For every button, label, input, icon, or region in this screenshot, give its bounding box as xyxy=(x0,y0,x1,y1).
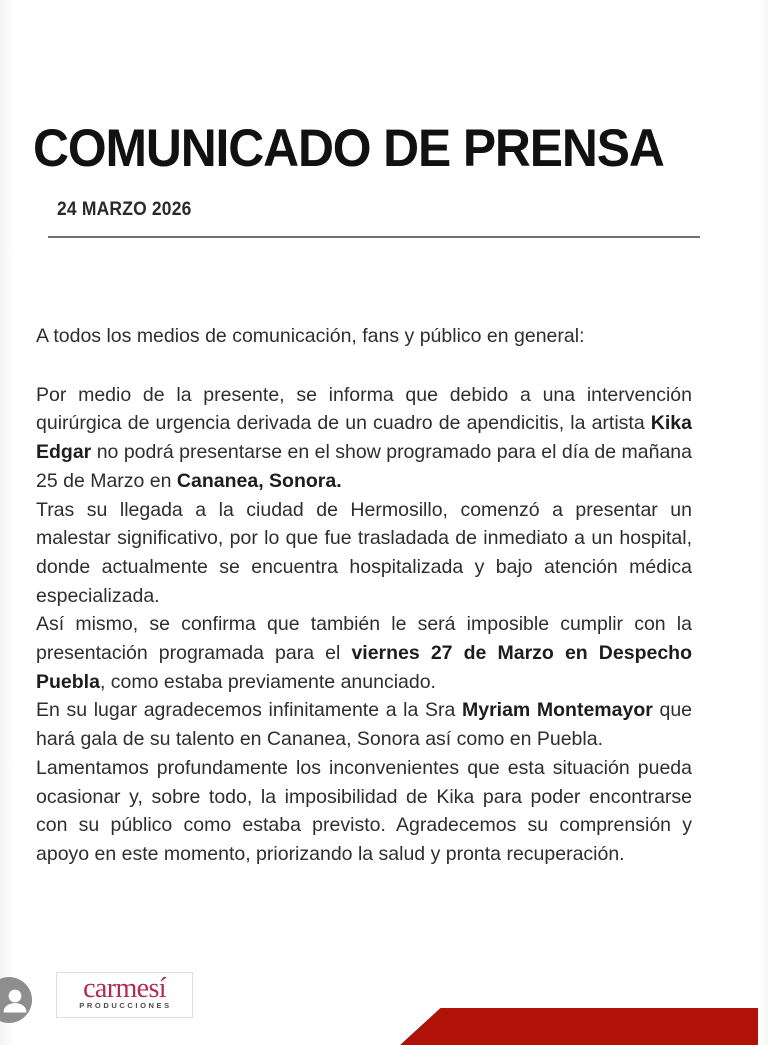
greeting-line: A todos los medios de comunicación, fans y público en general: xyxy=(36,325,585,347)
text-run: Por medio de la presente, se informa que debido a una intervención quirúrgica de urgencia derivada de un cuadro de apendicitis, la artista xyxy=(36,383,692,435)
paragraph-p2 xyxy=(36,496,692,611)
emphasis-run: Kika Edgar xyxy=(36,412,692,464)
text-run: no podrá presentarse en el show programado para el día de mañana 25 de Marzo en xyxy=(36,441,692,492)
paragraph-p1 xyxy=(36,381,692,496)
text-run: Así mismo, se confirma que también le será imposible cumplir con la presentación programada para el xyxy=(36,613,692,665)
carmesi-logo xyxy=(56,972,193,1018)
logo-subtitle: PRODUCCIONES xyxy=(79,1001,172,1010)
header-divider xyxy=(48,236,700,238)
text-run: Lamentamos profundamente los inconvenientes que esta situación pueda ocasionar y, sobre todo, la imposibilidad de Kika para poder encontrarse con su público como estaba previsto. Agradecemos su comprensión y apoyo en este momento, priorizando la salud y pronta recuperación. xyxy=(36,756,692,865)
emphasis-run: Myriam Montemayor xyxy=(461,699,653,722)
release-date: 24 MARZO 2026 xyxy=(57,199,192,220)
page-title: COMUNICADO DE PRENSA xyxy=(33,118,664,178)
text-run: Tras su llegada a la ciudad de Hermosillo, comenzó a presentar un malestar significativo, por lo que fue trasladada de inmediato a un hospital, donde actualmente se encuentra hospitalizada y bajo atención médica especializada. xyxy=(36,498,692,607)
emphasis-run: Cananea, Sonora. xyxy=(176,469,342,492)
text-run: , como estaba previamente anunciado. xyxy=(99,670,436,693)
paragraph-list xyxy=(36,381,692,869)
logo-wordmark: carmesí xyxy=(83,973,166,1004)
paragraph-p4 xyxy=(36,696,692,753)
person-avatar-icon[interactable] xyxy=(0,977,32,1023)
red-corner-banner xyxy=(400,1008,768,1045)
paragraph-p3 xyxy=(36,610,692,696)
text-run: En su lugar agradecemos infinitamente a la Sra xyxy=(36,699,462,722)
paragraph-p5 xyxy=(36,754,692,869)
release-body xyxy=(36,322,692,869)
emphasis-run: viernes 27 de Marzo en Despecho Puebla xyxy=(36,642,692,693)
text-run: que hará gala de su talento en Cananea, Sonora así como en Puebla. xyxy=(36,699,693,751)
